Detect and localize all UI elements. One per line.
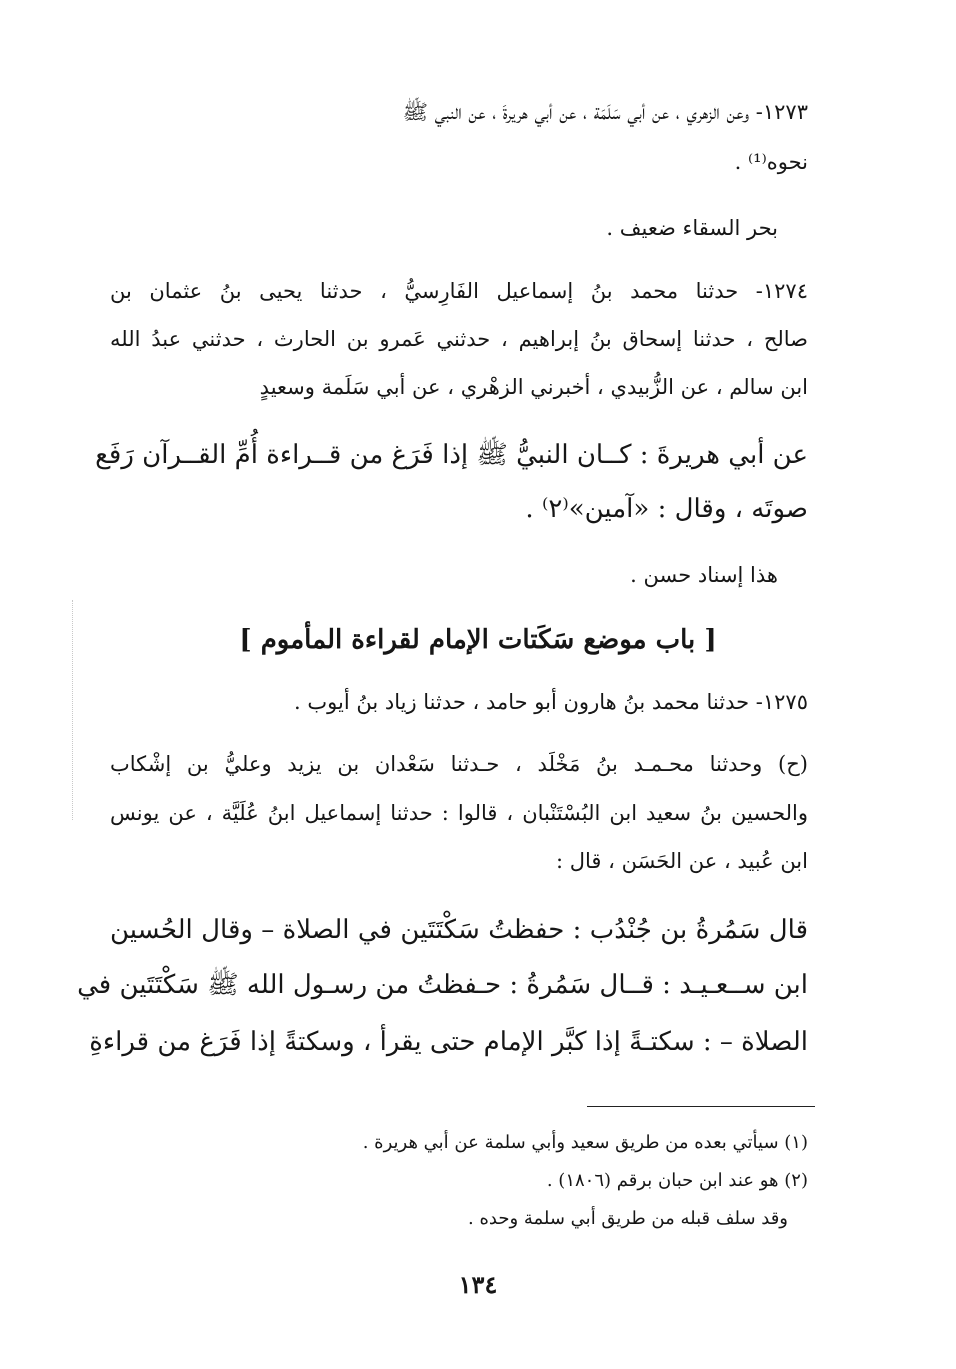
- hadith-1275-line-4: ابن عُبيد ، عن الحَسَن ، قال :: [556, 849, 808, 873]
- hadith-1274-matn-1: عن أبي هريرةَ : كــان النبيُّ ﷺ إذا فَرَغ من قــراءة أُمِّ القــرآن رَفَع: [95, 440, 808, 470]
- hadith-1275-line-3: والحسين بنُ سعيد ابن البُسْتَنْبان ، قالوا : حدثنا إسماعيل ابنُ عُلَيَّة ، عن يونس: [110, 801, 808, 825]
- hadith-1273-line-2: نحوه⁽¹⁾ .: [734, 150, 808, 174]
- note-1273: بحر السقاء ضعيف .: [606, 216, 778, 240]
- footnote-2-continued: وقد سلف قبله من طريق أبي سلمة وحده .: [468, 1208, 788, 1229]
- chapter-title: [ باب موضع سَكَتات الإمام لقراءة المأموم ]: [239, 625, 717, 655]
- hadith-1274-line-2: صالح ، حدثنا إسحاق بنُ إبراهيم ، حدثني عَمرو بن الحارث ، حدثني عبدُ الله: [110, 327, 808, 351]
- footnote-separator: [587, 1106, 815, 1107]
- footnote-1: (١) سيأتي بعده من طريق سعيد وأبي سلمة عن أبي هريرة .: [362, 1132, 808, 1153]
- page-number: ١٣٤: [458, 1270, 498, 1299]
- hadith-1274-matn-2: صوتَه ، وقال : «آمين»⁽٢⁾ .: [525, 494, 808, 524]
- footnote-2: (٢) هو عند ابن حبان برقم (١٨٠٦) .: [546, 1170, 808, 1191]
- hadith-1274-line-1: ١٢٧٤- حدثنا محمد بنُ إسماعيل الفَارِسيُّ ، حدثنا يحيى بنُ عثمان بن: [110, 279, 808, 303]
- hadith-1275-line-1: ١٢٧٥- حدثنا محمد بنُ هارون أبو حامد ، حدثنا زياد بنُ أيوب .: [294, 690, 808, 714]
- hadith-1275-line-2: (ح) وحدثنا محـمـد بنُ مَخْلَد ، حـدثنا سَعْدان بن يزيد وعليُّ بن إشْكاب: [110, 752, 808, 776]
- hadith-1275-matn-2: ابن ســعـيـد : قــال سَمُرةُ : حـفظتُ من رسـول الله ﷺ سَكْتَتَين في: [77, 970, 808, 1000]
- hadith-1274-line-3: ابن سالم ، عن الزُّبيدي ، أخبرني الزهْري ، عن أبي سَلَمة وسعيدٍ: [259, 375, 808, 399]
- hadith-1275-matn-3: الصلاة – : سكتـةً إذا كبَّر الإمام حتى يقرأ ، وسكتةً إذا فَرَغ من قراءةِ: [89, 1027, 808, 1057]
- note-1274: هذا إسناد حسن .: [630, 563, 778, 587]
- hadith-1275-matn-1: قال سَمُرةُ بن جُنْدُب : حفظتُ سَكْتَتَين في الصلاة – وقال الحُسين: [110, 915, 808, 945]
- hadith-1273-line-1: ١٢٧٣- وعن الزهري ، عن أبي سَلَمَة ، عن أبي هريرةَ ، عن النبي ﷺ: [402, 100, 808, 124]
- margin-mark: [72, 600, 73, 820]
